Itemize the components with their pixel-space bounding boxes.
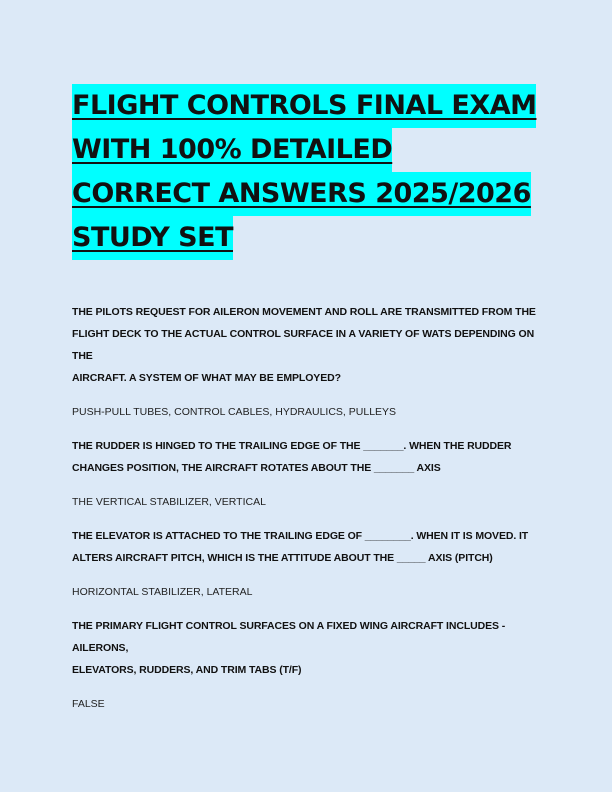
answer-3: HORIZONTAL STABILIZER, LATERAL [72,586,253,598]
question-4 [72,615,544,681]
question-line: THE PILOTS REQUEST FOR AILERON MOVEMENT AND ROLL ARE TRANSMITTED FROM THE [72,306,536,318]
question-1 [72,301,544,389]
qa-item-4 [72,615,544,715]
title-line-4: STUDY SET [72,216,233,260]
question-2 [72,435,544,479]
document-title [72,84,547,260]
title-line-3: CORRECT ANSWERS 2025/2026 [72,172,531,216]
question-line: CHANGES POSITION, THE AIRCRAFT ROTATES ABOUT THE _______ AXIS [72,462,441,474]
qa-item-2 [72,435,544,513]
question-line: AIRCRAFT. A SYSTEM OF WHAT MAY BE EMPLOYED? [72,372,341,384]
question-line: ELEVATORS, RUDDERS, AND TRIM TABS (T/F) [72,664,302,676]
answer-4: FALSE [72,698,105,710]
answer-1: PUSH-PULL TUBES, CONTROL CABLES, HYDRAULICS, PULLEYS [72,406,397,418]
title-line-2: WITH 100% DETAILED [72,128,392,172]
qa-list [72,301,544,727]
qa-item-3 [72,525,544,603]
qa-item-1 [72,301,544,423]
question-line: ALTERS AIRCRAFT PITCH, WHICH IS THE ATTITUDE ABOUT THE _____ AXIS (PITCH) [72,552,493,564]
answer-2: THE VERTICAL STABILIZER, VERTICAL [72,496,266,508]
question-line: THE PRIMARY FLIGHT CONTROL SURFACES ON A FIXED WING AIRCRAFT INCLUDES - AILERONS, [72,620,506,654]
title-line-1: FLIGHT CONTROLS FINAL EXAM [72,84,536,128]
question-3 [72,525,544,569]
question-line: THE RUDDER IS HINGED TO THE TRAILING EDGE OF THE _______. WHEN THE RUDDER [72,440,512,452]
question-line: THE ELEVATOR IS ATTACHED TO THE TRAILING EDGE OF ________. WHEN IT IS MOVED. IT [72,530,529,542]
question-line: FLIGHT DECK TO THE ACTUAL CONTROL SURFACE IN A VARIETY OF WATS DEPENDING ON THE [72,328,535,362]
